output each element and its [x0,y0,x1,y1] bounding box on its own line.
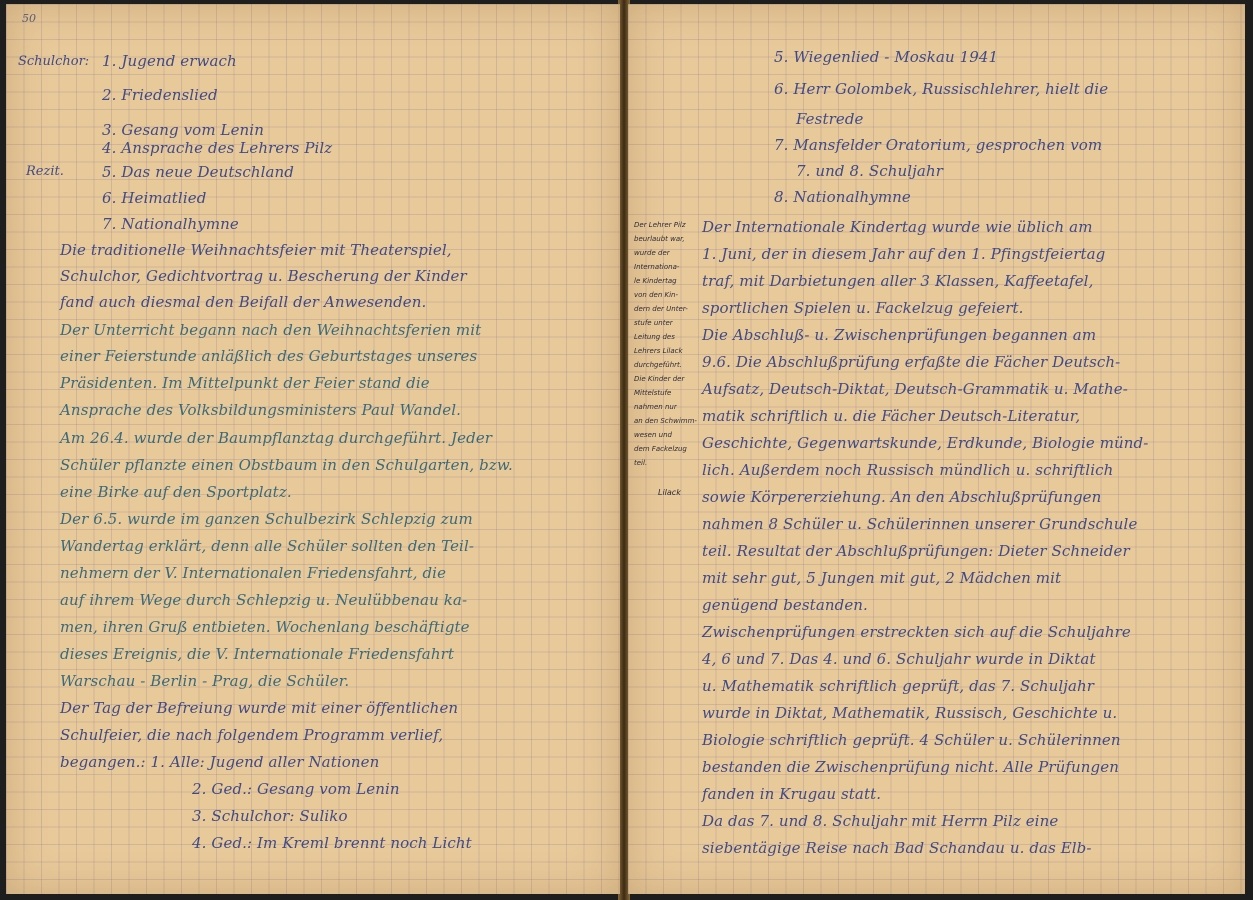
text-line: bestanden die Zwischenprüfung nicht. Alle Prüfungen [702,758,1119,776]
text-line: genügend bestanden. [702,596,868,614]
text-line: Der Tag der Befreiung wurde mit einer öffentlichen [60,699,459,717]
text-line: matik schriftlich u. die Fächer Deutsch-Literatur, [702,407,1081,425]
text-line: lich. Außerdem noch Russisch mündlich u. schriftlich [702,461,1114,479]
page-number: 50 [22,12,36,25]
text-line: 2. Ged.: Gesang vom Lenin [192,780,400,798]
text-line: 1. Juni, der in diesem Jahr auf den 1. Pfingstfeiertag [702,245,1106,263]
text-line: Warschau - Berlin - Prag, die Schüler. [60,672,350,690]
signature: Lilack [658,488,681,497]
text-line: Schulfeier, die nach folgendem Programm verlief, [60,726,444,744]
left-page [6,4,620,894]
program-item: 3. Gesang vom Lenin [102,121,264,139]
program-item: 7. Nationalhymne [102,215,239,233]
text-line: Am 26.4. wurde der Baumpflanztag durchgeführt. Jeder [60,429,493,447]
text-line: Ansprache des Volksbildungsministers Paul Wandel. [60,401,462,419]
text-line: 9.6. Die Abschlußprüfung erfaßte die Fächer Deutsch- [702,353,1121,371]
text-line: Wandertag erklärt, denn alle Schüler sollten den Teil- [60,537,475,555]
text-line: traf, mit Darbietungen aller 3 Klassen, Kaffeetafel, [702,272,1094,290]
rezit-label: Rezit. [26,164,64,179]
text-line: sportlichen Spielen u. Fackelzug gefeiert. [702,299,1024,317]
program-item: 7. Mansfelder Oratorium, gesprochen vom [774,136,1103,154]
text-line: siebentägige Reise nach Bad Schandau u. das Elb- [702,839,1092,857]
text-line: men, ihren Gruß entbieten. Wochenlang beschäftigte [60,618,470,636]
program-item: 4. Ansprache des Lehrers Pilz [102,139,333,157]
text-line: Die Abschluß- u. Zwischenprüfungen begannen am [702,326,1097,344]
text-line: Der Unterricht begann nach den Weihnachtsferien mit [60,321,482,339]
right-page [628,4,1245,894]
text-line: mit sehr gut, 5 Jungen mit gut, 2 Mädchen mit [702,569,1062,587]
text-line: fand auch diesmal den Beifall der Anwesenden. [60,293,427,311]
program-item: 5. Wiegenlied - Moskau 1941 [774,48,999,66]
text-line: Aufsatz, Deutsch-Diktat, Deutsch-Grammatik u. Mathe- [702,380,1128,398]
text-line: Der 6.5. wurde im ganzen Schulbezirk Schlepzig zum [60,510,473,528]
text-line: Präsidenten. Im Mittelpunkt der Feier stand die [60,374,430,392]
text-line: Biologie schriftlich geprüft. 4 Schüler u. Schülerinnen [702,731,1121,749]
program-item: 6. Herr Golombek, Russischlehrer, hielt die [774,80,1109,98]
text-line: 4. Ged.: Im Kreml brennt noch Licht [192,834,472,852]
text-line: Da das 7. und 8. Schuljahr mit Herrn Pilz eine [702,812,1059,830]
text-line: Die traditionelle Weihnachtsfeier mit Theaterspiel, [60,241,452,259]
text-line: auf ihrem Wege durch Schlepzig u. Neulübbenau ka- [60,591,468,609]
text-line: teil. Resultat der Abschlußprüfungen: Dieter Schneider [702,542,1130,560]
text-line: Der Internationale Kindertag wurde wie üblich am [702,218,1093,236]
text-line: 4, 6 und 7. Das 4. und 6. Schuljahr wurde in Diktat [702,650,1096,668]
text-line: Geschichte, Gegenwartskunde, Erdkunde, Biologie münd- [702,434,1149,452]
text-line: eine Birke auf den Sportplatz. [60,483,292,501]
text-line: nehmern der V. Internationalen Friedensfahrt, die [60,564,447,582]
text-line: Schüler pflanzte einen Obstbaum in den Schulgarten, bzw. [60,456,513,474]
text-line: fanden in Krugau statt. [702,785,882,803]
text-line: 3. Schulchor: Suliko [192,807,348,825]
text-line: Schulchor, Gedichtvortrag u. Bescherung der Kinder [60,267,467,285]
program-item: 1. Jugend erwach [102,52,237,70]
margin-note: Der Lehrer Pilz beurlaubt war, wurde der Internationa- le Kindertag von den Kin- dern der Unter- stufe unter Leitung des Lehrers Lilack durchgeführt. Die Kinder der Mittelstufe nahmen nur an den Schwimm- wesen und dem Fackelzug teil. [634,221,697,467]
program-item: 5. Das neue Deutschland [102,163,295,181]
program-label: Schulchor: [18,54,90,69]
text-line: wurde in Diktat, Mathematik, Russisch, Geschichte u. [702,704,1118,722]
text-line: sowie Körpererziehung. An den Abschlußprüfungen [702,488,1102,506]
text-line: begangen.: 1. Alle: Jugend aller Nationen [60,753,380,771]
program-item: 2. Friedenslied [102,86,218,104]
program-item: 7. und 8. Schuljahr [796,162,943,180]
text-line: u. Mathematik schriftlich geprüft, das 7. Schuljahr [702,677,1095,695]
program-item: 8. Nationalhymne [774,188,911,206]
text-line: einer Feierstunde anläßlich des Geburtstages unseres [60,347,478,365]
program-item: 6. Heimatlied [102,189,207,207]
text-line: Zwischenprüfungen erstreckten sich auf die Schuljahre [702,623,1131,641]
text-line: dieses Ereignis, die V. Internationale Friedensfahrt [60,645,455,663]
program-item: Festrede [796,110,864,128]
text-line: nahmen 8 Schüler u. Schülerinnen unserer Grundschule [702,515,1138,533]
